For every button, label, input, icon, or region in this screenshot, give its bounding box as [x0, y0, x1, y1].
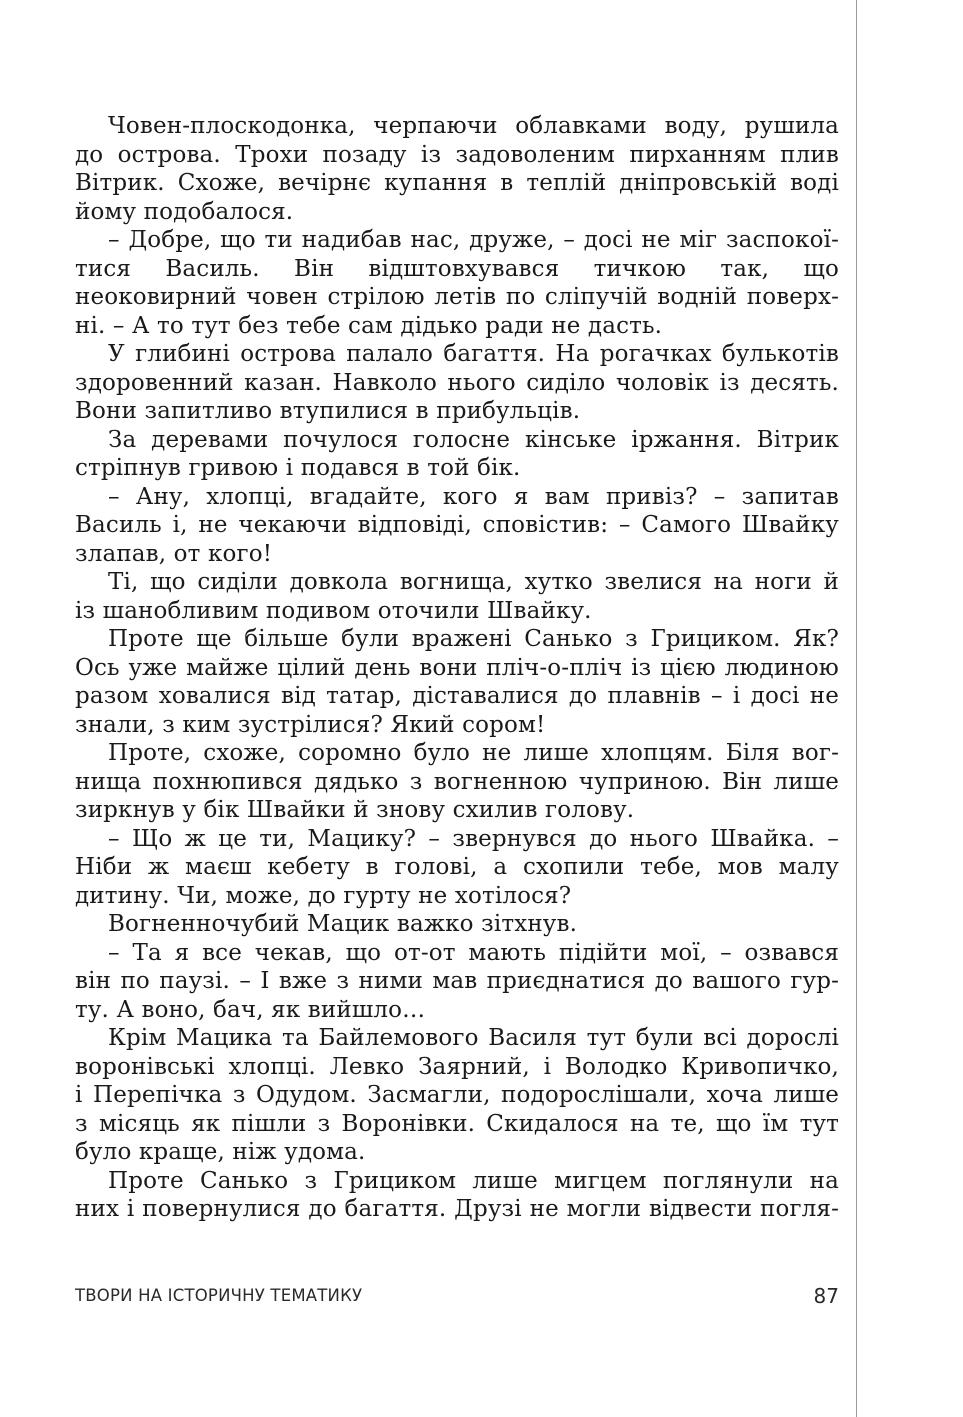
text-line: Проте ще більше були вражені Санько з Грициком. Як? [108, 626, 839, 652]
text-line: За деревами почулося голосне кінське іржання. Вітрик [108, 426, 839, 453]
text-line: до острова. Трохи позаду із задоволеним пирханням плив [75, 141, 839, 168]
text-line: було краще, ніж удома. [75, 1139, 366, 1165]
text-line: Ніби ж маєш кебету в голові, а схопили тебе, мов малу [75, 854, 839, 880]
text-line: здоровенний казан. Навколо нього сиділо чоловік із десять. [75, 369, 839, 396]
text-line: Ось уже майже цілий день вони пліч-о-пліч із цією людиною [75, 654, 839, 681]
text-line: Ті, що сиділи довкола вогнища, хутко звелися на ноги й [108, 569, 839, 595]
text-line: У глибині острова палало багаття. На рогачках булькотів [108, 341, 839, 367]
text-line: він по паузі. – І вже з ними мав приєднатися до вашого гур- [75, 968, 839, 994]
body-text [75, 112, 839, 1224]
text-line: Човен-плоскодонка, черпаючи облавками воду, рушила [108, 113, 839, 139]
text-line: Вони запитливо втупилися в прибульців. [75, 398, 581, 424]
text-line: зиркнув у бік Швайки й знову схилив голову. [75, 797, 635, 823]
text-line: разом ховалися від татар, діставалися до плавнів – і досі не [75, 683, 839, 709]
text-line: дитину. Чи, може, до гурту не хотілося? [75, 882, 572, 909]
text-line: із шанобливим подивом оточили Швайку. [75, 597, 592, 624]
text-line: воронівські хлопці. Левко Заярний, і Володко Кривопичко, [75, 1053, 839, 1080]
text-line: і Перепічка з Одудом. Засмагли, подорослішали, хоча лише [75, 1082, 839, 1108]
running-section-title: ТВОРИ НА ІСТОРИЧНУ ТЕМАТИКУ [75, 1286, 363, 1305]
text-line: ту. А воно, бач, як вийшло… [75, 996, 426, 1023]
text-line: – Добре, що ти надибав нас, друже, – досі не міг заспокої- [108, 227, 839, 253]
text-line: з місяць як пішли з Воронівки. Скидалося на те, що їм тут [75, 1110, 839, 1137]
text-line: них і повернулися до багаття. Друзі не могли відвести погля- [75, 1196, 839, 1222]
text-line: неоковирний човен стрілою летів по сліпучій водній поверх- [75, 284, 839, 310]
text-line: тися Василь. Він відштовхувався тичкою так, що [75, 255, 839, 282]
text-line: Вітрик. Схоже, вечірнє купання в теплій дніпровській воді [75, 170, 839, 196]
text-line: ні. – А то тут без тебе сам дідько ради не дасть. [75, 312, 663, 339]
text-line: – Ану, хлопці, вгадайте, кого я вам привіз? – запитав [108, 483, 839, 510]
text-line: – Та я все чекав, що от-от мають підійти мої, – озвався [108, 939, 839, 966]
text-line: нища похнюпився дядько з вогненною чуприною. Він лише [75, 768, 839, 795]
text-line: знали, з ким зустрілися? Який сором! [75, 711, 546, 738]
text-line: Василь і, не чекаючи відповіді, сповістив: – Самого Швайку [75, 512, 839, 538]
text-line: Крім Мацика та Байлемового Василя тут були всі дорослі [108, 1025, 839, 1051]
text-line: – Що ж це ти, Мацику? – звернувся до нього Швайка. – [108, 825, 839, 852]
text-line: стріпнув гривою і подався в той бік. [75, 455, 521, 481]
page-number: 87 [813, 1284, 839, 1308]
text-line: Вогненночубий Мацик важко зітхнув. [108, 911, 578, 937]
text-line: Проте Санько з Грициком лише мигцем поглянули на [108, 1167, 839, 1194]
page-edge-line [856, 0, 857, 1417]
text-line: злапав, от кого! [75, 540, 273, 567]
text-line: Проте, схоже, соромно було не лише хлопцям. Біля вог- [108, 740, 839, 766]
text-line: йому подобалося. [75, 198, 294, 225]
